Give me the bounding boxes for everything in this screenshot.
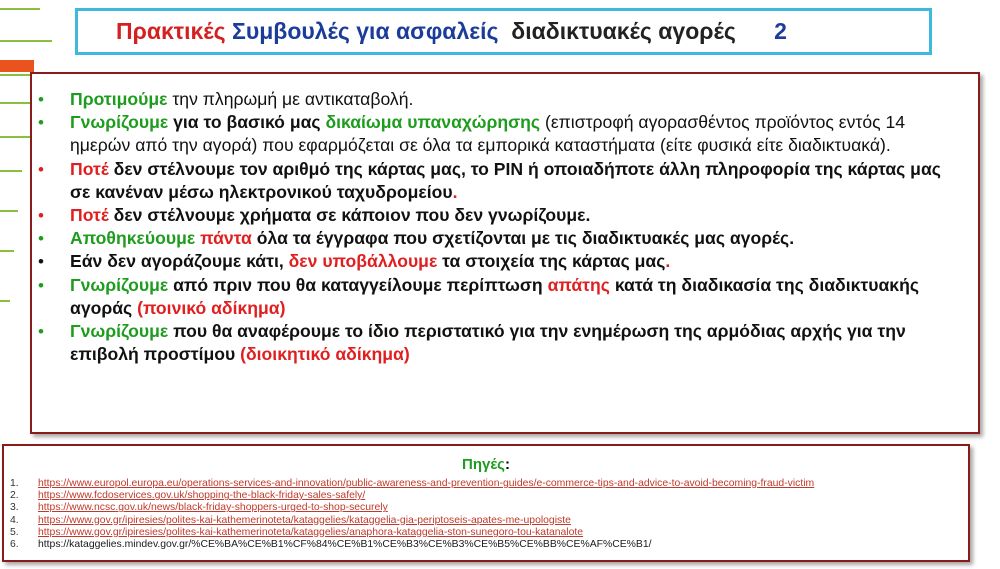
source-link[interactable]: https://www.europol.europa.eu/operations-services-and-innovation/public-awareness-and-prevention-guides/e-commerce-tips-and-advice-to-avoid-becoming-fraud-victim [38,478,815,489]
tips-panel [30,72,980,434]
tip-text-segment: (ποινικό αδίκημα) [137,297,286,318]
bullet-dot-icon: • [38,113,44,133]
source-number: 2. [10,490,19,502]
decorative-orange-block [0,60,34,72]
title-segment: διαδικτυακές αγορές [504,18,736,44]
tip-text-segment: δικαίωμα υπαναχώρησης [325,112,541,133]
source-number: 5. [10,526,19,538]
tip-text-segment: Γνωρίζουμε [70,112,169,133]
stripe-line [0,210,18,212]
tip-text-segment: δεν υποβάλλουμε [288,251,438,272]
stripe-line [0,136,30,138]
tip-item [36,158,964,204]
tip-text-segment: όλα τα έγγραφα που σχετίζονται με τις διαδικτυακές μας αγορές. [251,228,795,249]
stripe-line [0,170,22,172]
title-segment: Συμβουλές για ασφαλείς [232,18,505,44]
tip-text-segment: πάντα [200,228,252,249]
source-item [4,502,968,514]
source-item [4,490,968,502]
source-link[interactable]: https://kataggelies.mindev.gov.gr/%CE%BA%CE%B1%CF%84%CE%B1%CE%B3%CE%B3%CE%B5%CE%BB%CE%AF%CE%B1/ [38,539,652,551]
source-link[interactable]: https://www.ncsc.gov.uk/news/black-friday-shoppers-urged-to-shop-securely [38,502,388,514]
sources-heading [4,456,968,476]
tip-text-segment: την πληρωμή με αντικαταβολή. [167,89,414,109]
stripe-line [0,8,40,10]
tip-text-segment: Γνωρίζουμε [70,321,169,342]
source-link[interactable]: https://www.fcdoservices.gov.uk/shopping-the-black-friday-sales-safely/ [38,490,366,502]
bullet-dot-icon: • [38,90,44,109]
stripe-line [0,40,52,42]
tip-item [36,274,964,320]
source-link[interactable]: https://www.gov.gr/ipiresies/polites-kai-kathemerinoteta/kataggelies/kataggelia-gia-periptoseis-apates-me-upologiste [38,514,571,526]
tip-item [36,250,964,273]
tip-text-segment: για το βασικό μας [168,112,326,133]
stripe-line [0,250,14,252]
tip-text-segment: Ποτέ [70,205,109,226]
tip-text-segment: . [452,181,458,202]
source-number: 1. [10,478,19,489]
source-number: 3. [10,502,19,514]
tip-item [36,111,964,157]
tip-text-segment: Προτιμούμε [70,89,168,109]
tip-text-segment: (διοικητικό αδίκημα) [240,344,410,365]
bullet-dot-icon: • [38,252,44,272]
source-item [4,515,968,527]
tip-text-segment: απάτης [547,274,610,295]
tip-text-segment: κατά τη διαδικασία της διαδικτυακής αγοράς [70,274,924,318]
source-link[interactable]: https://www.gov.gr/ipiresies/polites-kai-kathemerinoteta/kataggelies/anaphora-kataggelia-ston-sunegoro-tou-katanalote [38,526,584,538]
tip-item [36,227,964,250]
bullet-dot-icon: • [38,206,44,226]
sources-list [4,478,968,551]
bullet-dot-icon: • [38,275,44,295]
tip-text-segment: που θα αναφέρουμε το ίδιο περιστατικό για την ενημέρωση της αρμόδιας αρχής για την επιβολή προστίμου [70,321,911,365]
source-number: 6. [10,539,19,551]
tip-text-segment: Γνωρίζουμε [70,274,169,295]
tip-text-segment: Ποτέ [70,158,109,179]
tip-item [36,320,964,366]
tip-text-segment: δεν στέλνουμε τον αριθμό της κάρτας μας, το PIN ή οποιαδήποτε άλλη πληροφορία της κάρτας μας σε κανέναν μέσω ηλεκτρονικού ταχυδρομείου [70,158,946,202]
tip-text-segment: . [665,251,671,272]
source-item [4,527,968,539]
tip-text-segment: δεν στέλνουμε χρήματα σε κάποιον που δεν γνωρίζουμε. [108,205,591,226]
sources-panel [2,444,970,562]
bullet-dot-icon: • [38,322,44,342]
tip-text-segment: από πριν που θα καταγγείλουμε περίπτωση [168,274,548,295]
source-item [4,539,968,551]
sources-heading-colon: : [504,456,510,473]
stripe-line [0,300,10,302]
tip-text-segment: τα στοιχεία της κάρτας μας [437,251,666,272]
sources-heading-text: Πηγές [462,456,505,473]
bullet-dot-icon: • [38,159,44,179]
tip-text-segment: Εάν δεν αγοράζουμε κάτι, [70,251,289,272]
tip-text-segment: (επιστροφή αγορασθέντος προϊόντος εντός 14 ημερών από την αγορά) που εφαρμόζεται σε όλα τα εμπορικά καταστήματα (είτε φυσικά είτε διαδικτυακά). [70,112,910,156]
title-segment: Πρακτικές [116,18,233,44]
tips-list [32,74,978,366]
title-segment: 2 [735,18,787,44]
source-item [4,478,968,490]
source-number: 4. [10,514,19,526]
page-title [116,18,787,45]
title-banner [75,8,932,55]
tip-text-segment: Αποθηκεύουμε [70,228,201,249]
bullet-dot-icon: • [38,229,44,249]
tip-item [36,88,964,111]
tip-item [36,204,964,227]
